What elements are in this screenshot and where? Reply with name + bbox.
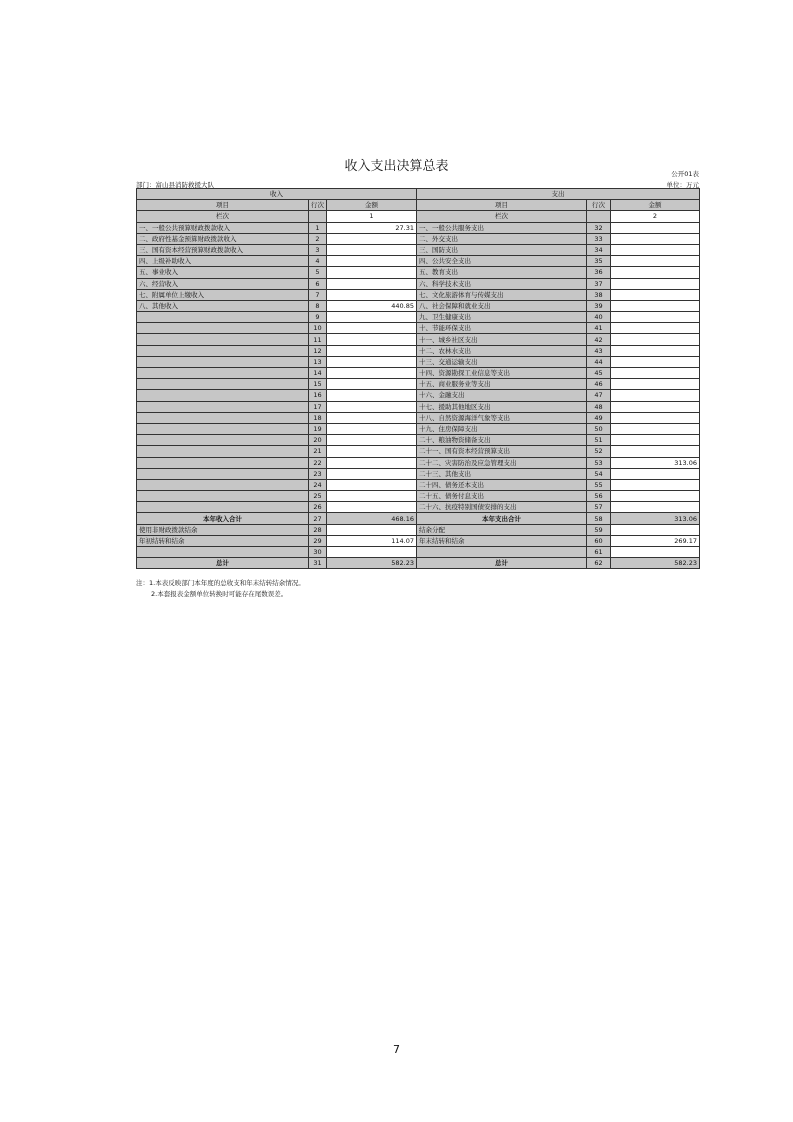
income-item: 五、事业收入	[137, 267, 309, 278]
table-row	[137, 278, 700, 289]
income-item	[137, 502, 309, 513]
expense-item: 十、节能环保支出	[417, 323, 587, 334]
expense-line-no: 46	[587, 379, 611, 390]
income-line-no: 5	[309, 267, 327, 278]
income-amount: 468.16	[327, 513, 417, 524]
table-row	[137, 446, 700, 457]
expense-item: 十八、自然资源海洋气象等支出	[417, 412, 587, 423]
income-item: 使用非财政拨款结余	[137, 524, 309, 535]
income-amount	[327, 479, 417, 490]
expense-line-no: 62	[587, 558, 611, 569]
table-row	[137, 289, 700, 300]
income-item	[137, 479, 309, 490]
table-row	[137, 334, 700, 345]
expense-amount	[611, 323, 700, 334]
income-line-no: 22	[309, 457, 327, 468]
income-col-label: 栏次	[137, 211, 309, 222]
income-amount	[327, 379, 417, 390]
income-item	[137, 323, 309, 334]
expense-amount	[611, 345, 700, 356]
income-item	[137, 435, 309, 446]
expense-amount	[611, 267, 700, 278]
expense-line-no: 40	[587, 312, 611, 323]
income-line-no: 27	[309, 513, 327, 524]
report-title: 收入支出决算总表	[344, 159, 449, 174]
expense-line-no: 37	[587, 278, 611, 289]
expense-amount	[611, 222, 700, 233]
income-item: 年初结转和结余	[137, 535, 309, 546]
table-row	[137, 256, 700, 267]
table-row	[137, 379, 700, 390]
expense-amount	[611, 289, 700, 300]
expense-col-blank	[587, 211, 611, 222]
expense-item: 二十六、抗疫特别国债安排的支出	[417, 502, 587, 513]
income-line-no: 28	[309, 524, 327, 535]
expense-item	[417, 547, 587, 558]
income-item: 八、其他收入	[137, 300, 309, 311]
income-line-no: 14	[309, 368, 327, 379]
expense-line-no: 54	[587, 468, 611, 479]
income-line-no: 17	[309, 401, 327, 412]
expense-amount	[611, 334, 700, 345]
expense-item: 十一、城乡社区支出	[417, 334, 587, 345]
expense-line-no: 43	[587, 345, 611, 356]
total-row	[137, 558, 700, 569]
income-amount	[327, 524, 417, 535]
income-col-number: 1	[327, 211, 417, 222]
expense-item: 十五、商业服务业等支出	[417, 379, 587, 390]
expense-item: 结余分配	[417, 524, 587, 535]
income-line-no: 6	[309, 278, 327, 289]
expense-section-header: 支出	[417, 189, 700, 200]
table-row	[137, 457, 700, 468]
expense-line-no: 34	[587, 244, 611, 255]
income-line-no: 10	[309, 323, 327, 334]
income-item-header: 项目	[137, 200, 309, 211]
income-item	[137, 547, 309, 558]
column-number-row	[137, 211, 700, 222]
expense-amount	[611, 468, 700, 479]
income-line-no: 9	[309, 312, 327, 323]
income-amount	[327, 457, 417, 468]
expense-item: 二十五、债务付息支出	[417, 491, 587, 502]
income-amount	[327, 323, 417, 334]
income-line-no: 30	[309, 547, 327, 558]
table-row	[137, 390, 700, 401]
expense-amount	[611, 423, 700, 434]
income-amount	[327, 368, 417, 379]
expense-item: 一、一般公共服务支出	[417, 222, 587, 233]
table-row	[137, 368, 700, 379]
expense-line-no: 58	[587, 513, 611, 524]
unit-label: 单位：万元	[666, 181, 699, 189]
expense-item: 二十一、国有资本经营预算支出	[417, 446, 587, 457]
expense-amount: 269.17	[611, 535, 700, 546]
expense-item: 五、教育支出	[417, 267, 587, 278]
income-amount: 27.31	[327, 222, 417, 233]
expense-amount: 313.06	[611, 457, 700, 468]
expense-line-no: 59	[587, 524, 611, 535]
income-line-no: 31	[309, 558, 327, 569]
income-amount	[327, 312, 417, 323]
income-line-no: 4	[309, 256, 327, 267]
expense-line-no: 47	[587, 390, 611, 401]
table-row	[137, 312, 700, 323]
expense-item: 十四、资源勘探工业信息等支出	[417, 368, 587, 379]
income-line-no: 8	[309, 300, 327, 311]
income-amount	[327, 345, 417, 356]
expense-col-number: 2	[611, 211, 700, 222]
table-row	[137, 502, 700, 513]
expense-amount	[611, 412, 700, 423]
income-item	[137, 468, 309, 479]
income-expense-table	[136, 188, 700, 569]
table-row	[137, 267, 700, 278]
expense-line-no: 45	[587, 368, 611, 379]
income-line-no: 7	[309, 289, 327, 300]
income-line-no: 25	[309, 491, 327, 502]
income-amount	[327, 256, 417, 267]
expense-amount	[611, 547, 700, 558]
income-line-no: 26	[309, 502, 327, 513]
expense-line-no: 51	[587, 435, 611, 446]
income-section-header: 收入	[137, 189, 417, 200]
income-line-no: 18	[309, 412, 327, 423]
income-item	[137, 457, 309, 468]
income-item: 四、上级补助收入	[137, 256, 309, 267]
income-amount: 582.23	[327, 558, 417, 569]
expense-line-no: 44	[587, 356, 611, 367]
expense-amount	[611, 233, 700, 244]
note-1: 注：1.本表反映部门本年度的总收支和年末结转结余情况。	[136, 579, 305, 587]
income-item: 总计	[137, 558, 309, 569]
table-row	[137, 535, 700, 546]
income-line-no: 13	[309, 356, 327, 367]
form-number: 公开01表	[671, 170, 699, 178]
table-row	[137, 323, 700, 334]
income-amount-header: 金额	[327, 200, 417, 211]
expense-line-no: 61	[587, 547, 611, 558]
table-row	[137, 491, 700, 502]
expense-line-no: 36	[587, 267, 611, 278]
expense-item: 年末结转和结余	[417, 535, 587, 546]
income-line-no: 29	[309, 535, 327, 546]
expense-line-no: 55	[587, 479, 611, 490]
income-amount	[327, 412, 417, 423]
expense-amount	[611, 524, 700, 535]
income-line-no: 15	[309, 379, 327, 390]
income-amount	[327, 435, 417, 446]
income-line-no: 21	[309, 446, 327, 457]
income-item	[137, 412, 309, 423]
income-line-no: 2	[309, 233, 327, 244]
income-item: 六、经营收入	[137, 278, 309, 289]
income-amount	[327, 468, 417, 479]
income-item	[137, 345, 309, 356]
income-line-no: 23	[309, 468, 327, 479]
expense-amount	[611, 300, 700, 311]
expense-line-header: 行次	[587, 200, 611, 211]
expense-item: 四、公共安全支出	[417, 256, 587, 267]
expense-item: 三、国防支出	[417, 244, 587, 255]
expense-amount	[611, 401, 700, 412]
expense-item: 十二、农林水支出	[417, 345, 587, 356]
expense-line-no: 57	[587, 502, 611, 513]
expense-item: 八、社会保障和就业支出	[417, 300, 587, 311]
section-header-row	[137, 189, 700, 200]
income-amount	[327, 547, 417, 558]
table-row	[137, 547, 700, 558]
expense-item: 二十、粮油物资储备支出	[417, 435, 587, 446]
income-amount	[327, 233, 417, 244]
expense-line-no: 41	[587, 323, 611, 334]
table-row	[137, 401, 700, 412]
expense-line-no: 33	[587, 233, 611, 244]
expense-amount	[611, 491, 700, 502]
income-line-no: 24	[309, 479, 327, 490]
expense-amount: 313.06	[611, 513, 700, 524]
table-row	[137, 423, 700, 434]
income-line-no: 1	[309, 222, 327, 233]
income-amount	[327, 356, 417, 367]
column-header-row	[137, 200, 700, 211]
income-item	[137, 401, 309, 412]
subtotal-row	[137, 513, 700, 524]
income-line-no: 12	[309, 345, 327, 356]
income-amount	[327, 334, 417, 345]
income-amount: 114.07	[327, 535, 417, 546]
expense-item: 二、外交支出	[417, 233, 587, 244]
expense-amount: 582.23	[611, 558, 700, 569]
income-amount	[327, 278, 417, 289]
income-item	[137, 312, 309, 323]
page-number: 7	[393, 1043, 400, 1056]
income-amount	[327, 502, 417, 513]
income-item	[137, 368, 309, 379]
table-row	[137, 233, 700, 244]
expense-amount	[611, 390, 700, 401]
table-row	[137, 356, 700, 367]
table-row	[137, 345, 700, 356]
expense-amount	[611, 379, 700, 390]
income-line-no: 16	[309, 390, 327, 401]
income-amount	[327, 423, 417, 434]
income-item	[137, 390, 309, 401]
expense-item: 十六、金融支出	[417, 390, 587, 401]
income-item	[137, 334, 309, 345]
income-item	[137, 423, 309, 434]
table-notes	[136, 578, 305, 600]
income-amount	[327, 244, 417, 255]
income-item: 三、国有资本经营预算财政拨款收入	[137, 244, 309, 255]
expense-line-no: 42	[587, 334, 611, 345]
table-row	[137, 222, 700, 233]
income-col-blank	[309, 211, 327, 222]
income-item	[137, 356, 309, 367]
income-amount	[327, 267, 417, 278]
expense-item: 九、卫生健康支出	[417, 312, 587, 323]
expense-amount	[611, 356, 700, 367]
income-item	[137, 446, 309, 457]
expense-item: 十三、交通运输支出	[417, 356, 587, 367]
table-row	[137, 479, 700, 490]
expense-item: 二十二、灾害防治及应急管理支出	[417, 457, 587, 468]
expense-item: 本年支出合计	[417, 513, 587, 524]
expense-col-label: 栏次	[417, 211, 587, 222]
table-row	[137, 468, 700, 479]
expense-amount	[611, 312, 700, 323]
income-item	[137, 379, 309, 390]
income-line-no: 20	[309, 435, 327, 446]
expense-item: 七、文化旅游体育与传媒支出	[417, 289, 587, 300]
income-line-no: 3	[309, 244, 327, 255]
income-line-header: 行次	[309, 200, 327, 211]
expense-line-no: 32	[587, 222, 611, 233]
income-amount	[327, 289, 417, 300]
income-amount	[327, 491, 417, 502]
table-row	[137, 244, 700, 255]
income-line-no: 19	[309, 423, 327, 434]
table-row	[137, 524, 700, 535]
expense-item: 十九、住房保障支出	[417, 423, 587, 434]
expense-amount	[611, 435, 700, 446]
income-amount	[327, 446, 417, 457]
expense-line-no: 53	[587, 457, 611, 468]
expense-amount	[611, 479, 700, 490]
expense-line-no: 56	[587, 491, 611, 502]
expense-line-no: 38	[587, 289, 611, 300]
expense-amount-header: 金额	[611, 200, 700, 211]
expense-amount	[611, 244, 700, 255]
expense-line-no: 60	[587, 535, 611, 546]
income-item: 本年收入合计	[137, 513, 309, 524]
table-row	[137, 412, 700, 423]
income-amount	[327, 390, 417, 401]
expense-item: 六、科学技术支出	[417, 278, 587, 289]
income-item: 二、政府性基金预算财政拨款收入	[137, 233, 309, 244]
expense-line-no: 35	[587, 256, 611, 267]
expense-amount	[611, 256, 700, 267]
expense-item-header: 项目	[417, 200, 587, 211]
expense-item: 二十四、债务还本支出	[417, 479, 587, 490]
expense-line-no: 39	[587, 300, 611, 311]
expense-line-no: 52	[587, 446, 611, 457]
income-amount	[327, 401, 417, 412]
expense-line-no: 49	[587, 412, 611, 423]
expense-amount	[611, 446, 700, 457]
table-row	[137, 435, 700, 446]
income-item: 一、一般公共预算财政拨款收入	[137, 222, 309, 233]
expense-amount	[611, 278, 700, 289]
income-line-no: 11	[309, 334, 327, 345]
expense-item: 总计	[417, 558, 587, 569]
expense-item: 十七、援助其他地区支出	[417, 401, 587, 412]
expense-line-no: 48	[587, 401, 611, 412]
department-label: 部门：富山县消防救援大队	[136, 181, 214, 189]
table-row	[137, 300, 700, 311]
expense-amount	[611, 502, 700, 513]
income-item: 七、附属单位上缴收入	[137, 289, 309, 300]
expense-amount	[611, 368, 700, 379]
expense-line-no: 50	[587, 423, 611, 434]
note-2: 2.本套报表金额单位转换时可能存在尾数误差。	[151, 590, 288, 598]
expense-item: 二十三、其他支出	[417, 468, 587, 479]
income-amount: 440.85	[327, 300, 417, 311]
income-item	[137, 491, 309, 502]
